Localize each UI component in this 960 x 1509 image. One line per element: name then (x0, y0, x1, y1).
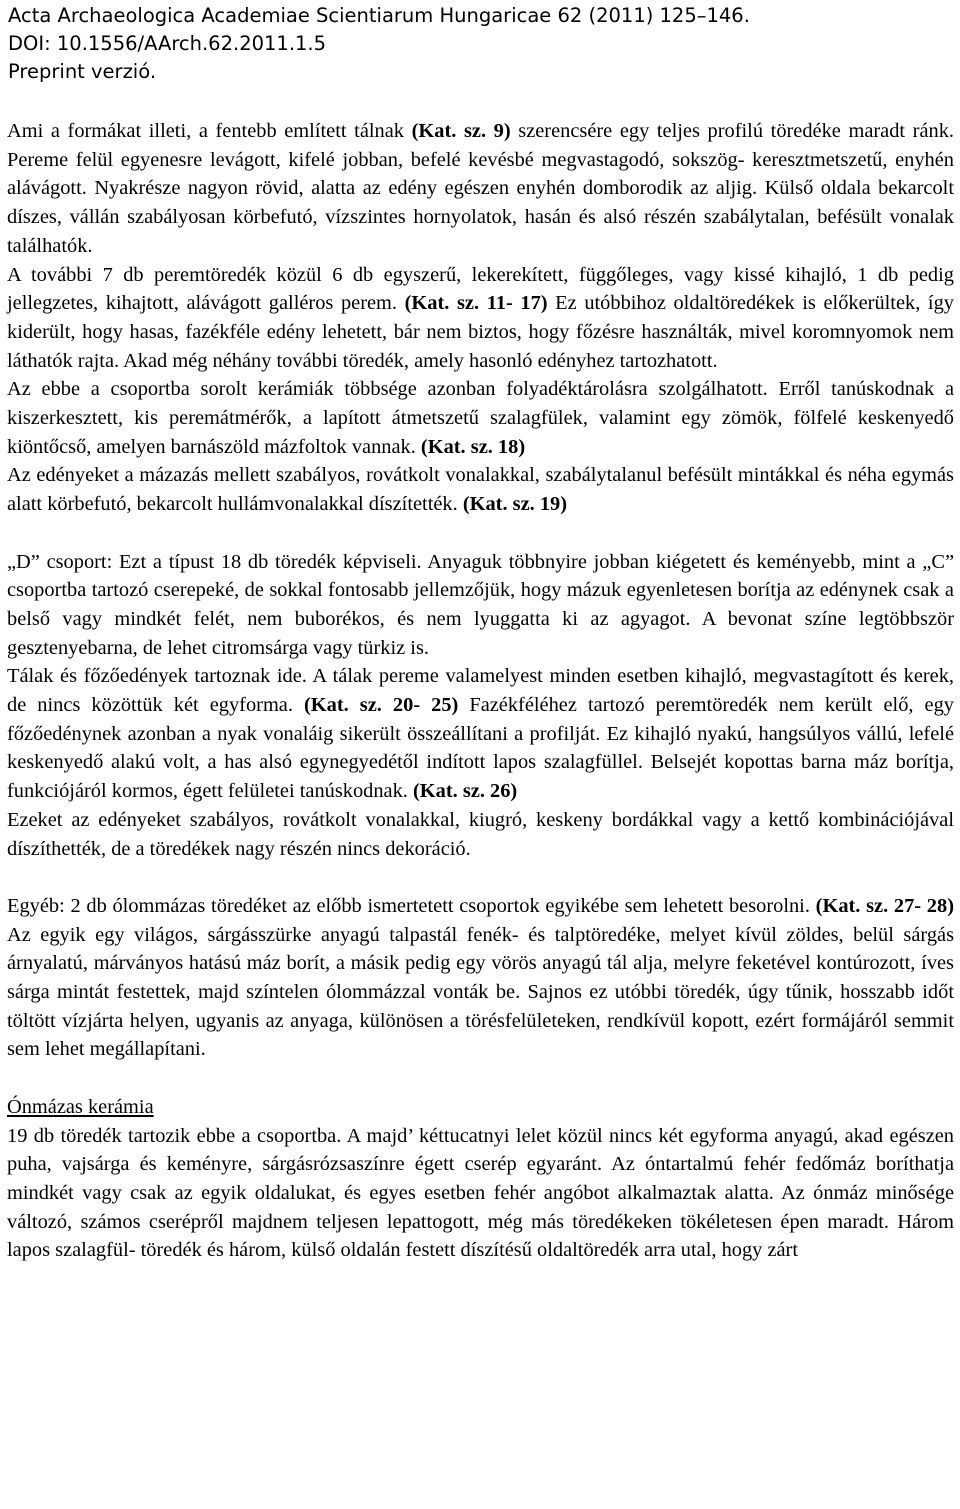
section-heading: Ónmázas kerámia (7, 1095, 154, 1118)
preprint-note: Preprint verzió. (8, 60, 157, 83)
paragraph-rims: A további 7 db peremtöredék közül 6 db egyszerű, lekerekített, függőleges, vagy kissé kihajló, 1 db pedig jellegzetes, kihajtott, alávágott galléros perem. (Kat. sz. 11- 17) Ez utóbbihoz oldaltöredékek is előkerültek, így kiderült, hogy hasas, fazékféle edény lehetett, bár nem biztos, hogy főzésre használták, mivel koromnyomok nem láthatók rajta. Akad még néhány további töredék, amely hasonló edényhez tartozhatott. (7, 263, 954, 372)
catalog-ref: (Kat. sz. 26) (413, 780, 518, 803)
doi-line: DOI: 10.1556/AArch.62.2011.1.5 (8, 32, 327, 55)
catalog-ref: (Kat. sz. 20- 25) (304, 694, 459, 717)
paragraph-tin-glazed: 19 db töredék tartozik ebbe a csoportba. A majd’ kéttucatnyi lelet közül nincs két egyforma anyagú, akad egészen puha, vajsárga és keményre, sárgásrózsaszínre égett cserép egyaránt. Az óntartalmú fehér fedőmáz boríthatja mindkét vagy csak az egyik oldalukat, és egyes esetben fehér angóbot alkalmaztak alatta. Az ónmáz minősége változó, számos cserépről majdnem teljesen lepattogott, még más töredékeken tökéletesen épen maradt. Három lapos szalagfül- töredék és három, külső oldalán festett díszítésű oldaltöredék arra utal, hogy zárt (7, 1124, 954, 1262)
catalog-ref: (Kat. sz. 9) (411, 120, 511, 142)
paragraph-bowls: Tálak és főzőedények tartoznak ide. A tálak pereme valamelyest minden esetben kihajló, megvastagított és kerek, de nincs közöttük két egyforma. (Kat. sz. 20- 25) Fazékféléhez tartozó peremtöredék nem került elő, egy főzőedénynek azonban a nyak vonaláig sikerült összeállítani a profilját. Ez kihajló nyakú, hangsúlyos vállú, lefelé keskenyedő alakú volt, a has alsó egynegyedétől indított lapos szalagfüllel. Belsejét kopottas barna máz borítja, funkciójáról kormos, égett felületei tanúskodnak. (Kat. sz. 26) (7, 665, 954, 803)
paragraph-gap (7, 1064, 954, 1093)
paragraph-gap (7, 519, 954, 548)
paragraph-forms: Ami a formákat illeti, a fentebb említett tálnak (Kat. sz. 9) szerencsére egy teljes profilú töredéke maradt ránk. Pereme felül egyenesre levágott, kifelé jobban, befelé kevésbé megvastagodó, sokszög- keresztmetszetű, enyhén alávágott. Nyakrésze nagyon rövid, alatta az edény egészen enyhén domborodik az aljig. Külső oldala bekarcolt díszes, vállán szabályosan körbefutó, vízszintes hornyolatok, hasán és alsó részén szabálytalan, befésült vonalak találhatók. (7, 120, 955, 257)
article-body (7, 117, 954, 1265)
paragraph-decoration: Az edényeket a mázazás mellett szabályos, rovátkolt vonalakkal, szabálytalanul befésült mintákkal és néha egymás alatt körbefutó, bekarcolt hullámvonalakkal díszítették. (Kat. sz. 19) (7, 464, 954, 516)
paragraph-group-d: „D” csoport: Ezt a típust 18 db töredék képviseli. Anyaguk többnyire jobban kiégetett és keményebb, mint a „C” csoportba tartozó cserepeké, de sokkal fontosabb jellemzőjük, hogy mázuk egyenletesen borítja az edénynek csak a belső vagy mindkét felét, nem buborékos, és nem lyuggatta ki az agyagot. A bevonat színe legtöbbször gesztenyebarna, de lehet citromsárga vagy türkiz is. (7, 550, 954, 659)
journal-citation: Acta Archaeologica Academiae Scientiarum Hungaricae 62 (2011) 125–146. (8, 4, 750, 27)
paragraph-other: Egyéb: 2 db ólommázas töredéket az előbb ismertetett csoportok egyikébe sem lehetett besorolni. (Kat. sz. 27- 28) Az egyik egy világos, sárgásszürke anyagú talpastál fenék- és talptöredéke, melyet kívül zöldes, belül sárgás árnyalatú, márványos hatású máz borít, a másik pedig egy vörös anyagú tál alja, melyre feketével kontúrozott, íves sárga mintát festettek, majd színtelen ólommázzal vonták be. Sajnos ez utóbbi töredék, úgy tűnik, hosszabb időt töltött vízjárta helyen, ugyanis az anyaga, különösen a törésfelületeken, rendkívül kopott, ezért formájáról semmit sem lehet megállapítani. (7, 894, 954, 1061)
catalog-ref: (Kat. sz. 19) (462, 493, 568, 516)
paragraph-gap (7, 863, 954, 892)
paragraph-storage: Az ebbe a csoportba sorolt kerámiák többsége azonban folyadéktárolásra szolgálhatott. Erről tanúskodnak a kiszerkesztett, kis peremátmérők, a lapított átmetszetű szalagfülek, valamint egy zömök, fölfelé keskenyedő kiöntőcső, amelyen barnászöld mázfoltok vannak. (Kat. sz. 18) (7, 378, 954, 458)
catalog-ref: (Kat. sz. 27- 28) (815, 894, 954, 917)
page-header (8, 2, 952, 86)
catalog-ref: (Kat. sz. 18) (420, 435, 526, 458)
paragraph-ornament: Ezeket az edényeket szabályos, rovátkolt vonalakkal, kiugró, keskeny bordákkal vagy a kettő kombinációjával díszíthették, de a töredékek nagy részén nincs dekoráció. (7, 808, 954, 860)
catalog-ref: (Kat. sz. 11- 17) (404, 292, 548, 315)
